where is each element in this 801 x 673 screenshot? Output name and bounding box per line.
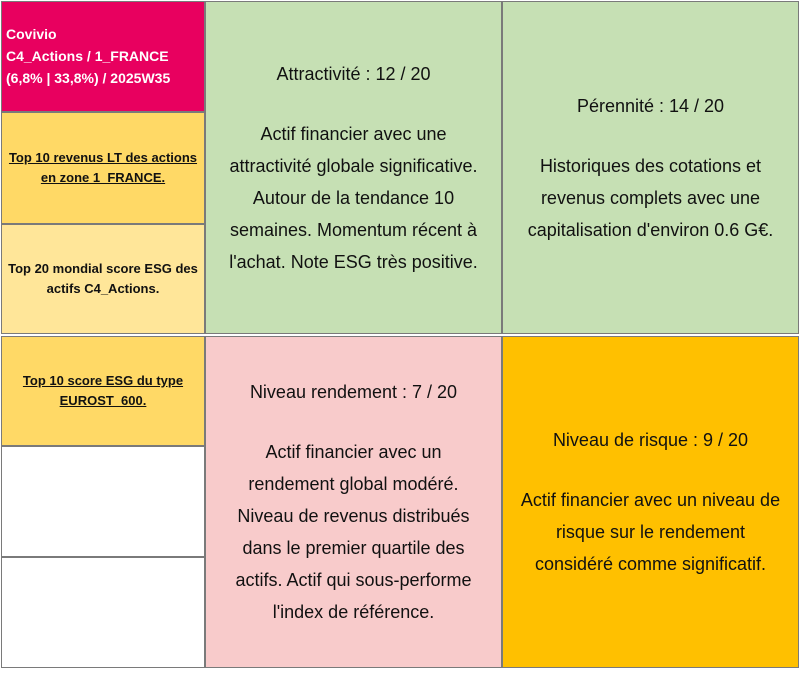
company-name: Covivio: [6, 26, 57, 42]
panel-risque: [502, 336, 799, 668]
risque-line: Actif financier avec un niveau de: [520, 490, 781, 510]
panel-attractivite: [205, 1, 502, 334]
perennite-title: Pérennité : 14 / 20: [576, 95, 725, 116]
attractivite-line: l'achat. Note ESG très positive.: [229, 251, 478, 272]
attractivite-line: semaines. Momentum récent à: [229, 219, 478, 240]
attractivite-title: Attractivité : 12 / 20: [276, 63, 431, 84]
ranking-esg-eurost-text: Top 10 score ESG du type EUROST_600.: [22, 373, 184, 408]
perennite-line: Historiques des cotations et: [539, 155, 762, 176]
ranking-esg-mondial: [1, 224, 205, 334]
asset-stats: (6,8% | 33,8%) / 2025W35: [6, 70, 171, 86]
perennite-line: capitalisation d'environ 0.6 G€.: [527, 219, 774, 240]
ranking-esg-eurost: [1, 336, 205, 446]
attractivite-line: attractivité globale significative.: [229, 155, 478, 176]
ranking-revenus-france-text: Top 10 revenus LT des actions en zone 1_FRANCE.: [8, 150, 198, 185]
rendement-line: l'index de référence.: [272, 602, 435, 622]
panel-perennite: [502, 1, 799, 334]
asset-header: [1, 1, 205, 112]
risque-line: risque sur le rendement: [555, 522, 746, 542]
perennite-line: revenus complets avec une: [540, 187, 761, 208]
risque-title: Niveau de risque : 9 / 20: [552, 430, 749, 450]
risque-line: considéré comme significatif.: [534, 554, 767, 574]
empty-cell-1: [1, 446, 205, 557]
empty-cell-2: [1, 557, 205, 668]
panel-rendement: [205, 336, 502, 668]
rendement-line: rendement global modéré.: [248, 474, 459, 494]
ranking-esg-mondial-text: Top 20 mondial score ESG des actifs C4_Actions.: [8, 261, 198, 296]
rendement-line: dans le premier quartile des: [242, 538, 465, 558]
attractivite-line: Autour de la tendance 10: [252, 187, 455, 208]
rendement-title: Niveau rendement : 7 / 20: [249, 382, 458, 402]
rendement-line: Actif financier avec un: [265, 442, 442, 462]
asset-classification: C4_Actions / 1_FRANCE: [6, 48, 169, 64]
ranking-revenus-france: [1, 112, 205, 224]
rendement-line: Niveau de revenus distribués: [237, 506, 470, 526]
rendement-line: actifs. Actif qui sous-performe: [235, 570, 472, 590]
attractivite-line: Actif financier avec une: [260, 123, 447, 144]
